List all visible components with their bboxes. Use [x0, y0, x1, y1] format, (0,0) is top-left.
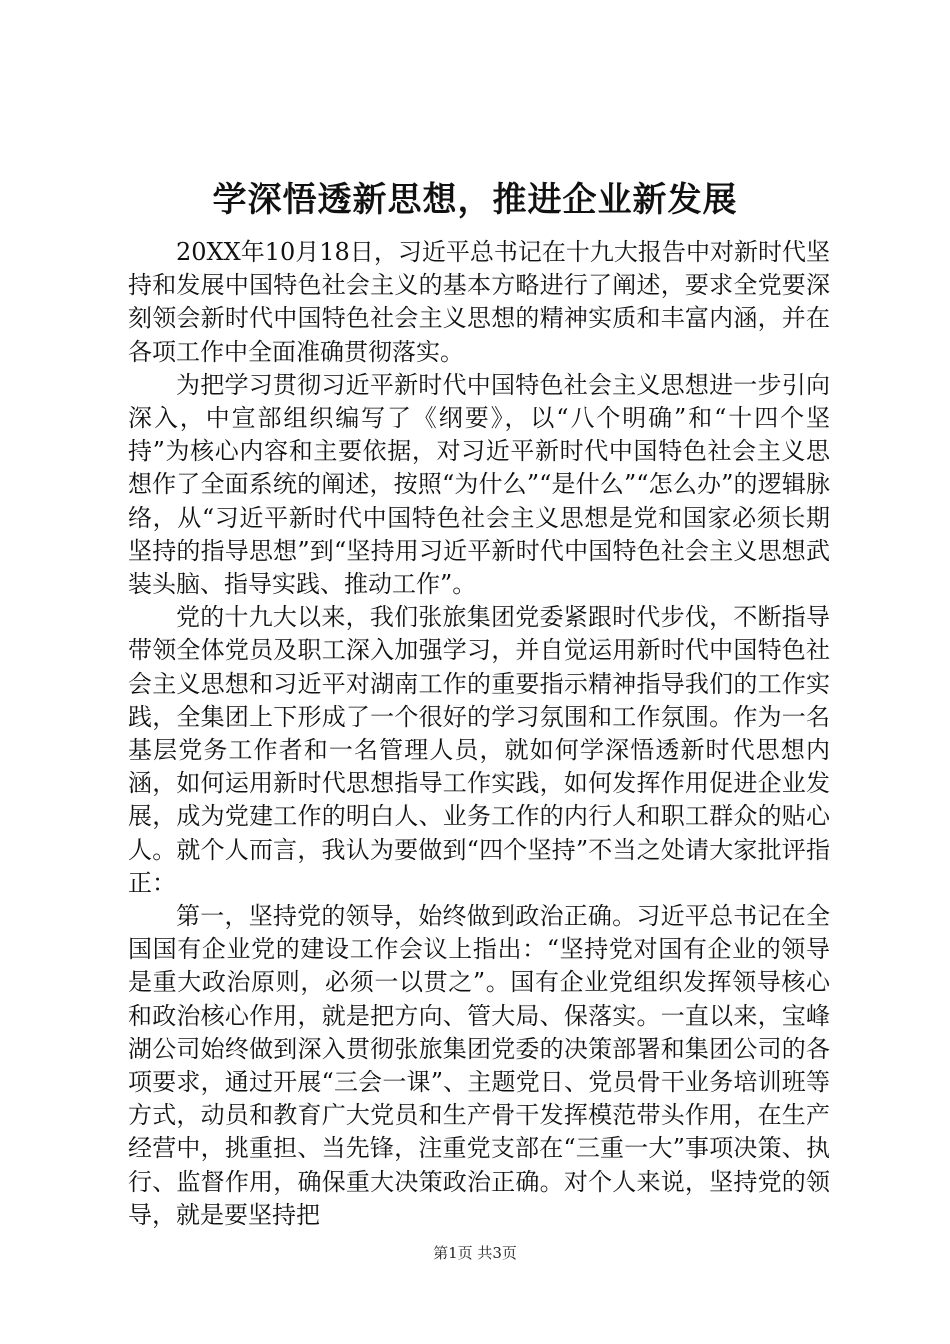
paragraph: 为把学习贯彻习近平新时代中国特色社会主义思想进一步引向深入，中宣部组织编写了《纲要》，以“八个明确”和“十四个坚持”为核心内容和主要依据，对习近平新时代中国特色社会主义思想作了全面系统的阐述，按照“为什么”“是什么”“怎么办”的逻辑脉络，从“习近平新时代中国特色社会主义思想是党和国家必须长期坚持的指导思想”到“坚持用习近平新时代中国特色社会主义思想武装头脑、指导实践、推动工作”。 [128, 370, 830, 599]
paragraph: 第一，坚持党的领导，始终做到政治正确。习近平总书记在全国国有企业党的建设工作会议上指出：“坚持党对国有企业的领导是重大政治原则，必须一以贯之”。国有企业党组织发挥领导核心和政治核心作用，就是把方向、管大局、保落实。一直以来，宝峰湖公司始终做到深入贯彻张旅集团党委的决策部署和集团公司的各项要求，通过开展“三会一课”、主题党日、党员骨干业务培训班等方式，动员和教育广大党员和生产骨干发挥模范带头作用，在生产经营中，挑重担、当先锋，注重党支部在“三重一大”事项决策、执行、监督作用，确保重大决策政治正确。对个人来说，坚持党的领导，就是要坚持把 [128, 902, 830, 1229]
paragraph: 党的十九大以来，我们张旅集团党委紧跟时代步伐，不断指导带领全体党员及职工深入加强学习，并自觉运用新时代中国特色社会主义思想和习近平对湖南工作的重要指示精神指导我们的工作实践，全集团上下形成了一个很好的学习氛围和工作氛围。作为一名基层党务工作者和一名管理人员，就如何学深悟透新时代思想内涵，如何运用新时代思想指导工作实践，如何发挥作用促进企业发展，成为党建工作的明白人、业务工作的内行人和职工群众的贴心人。就个人而言，我认为要做到“四个坚持”不当之处请大家批评指正： [128, 603, 830, 897]
document-title: 学深悟透新思想，推进企业新发展 [212, 180, 738, 220]
paragraph: 20XX年10月18日，习近平总书记在十九大报告中对新时代坚持和发展中国特色社会主义的基本方略进行了阐述，要求全党要深刻领会新时代中国特色社会主义思想的精神实质和丰富内涵，并在各项工作中全面准确贯彻落实。 [128, 238, 830, 366]
page-number: 第1页 共3页 [433, 1244, 517, 1262]
document-body [128, 236, 830, 1232]
